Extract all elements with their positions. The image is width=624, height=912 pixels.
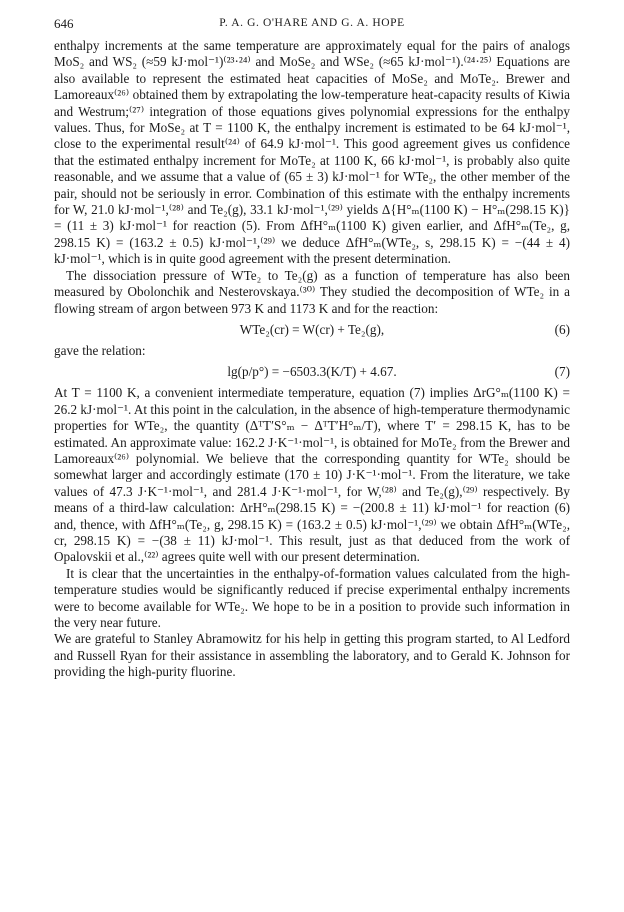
page [54, 12, 570, 681]
equation-7-number: (7) [554, 364, 570, 380]
equation-6 [54, 321, 570, 339]
article-body [54, 38, 570, 681]
equation-7 [54, 363, 570, 381]
running-title: P. A. G. O'HARE AND G. A. HOPE [219, 17, 405, 29]
equation-lead-in: gave the relation: [54, 342, 146, 358]
acknowledgements: We are grateful to Stanley Abramowitz for his help in getting this program started, to Al Ledford and Russell Ryan for their assistance in assembling the laboratory, and to Gerald K. Johnson for providing the high-purity fluorine. [54, 631, 570, 680]
page-header [54, 12, 570, 34]
paragraph-dissociation-pressure: The dissociation pressure of WTe₂ to Te₂(g) as a function of temperature has also been measured by Obolonchik and Nesterovskaya.⁽³⁰⁾ They studied the decomposition of WTe₂ in a flowing stream of argon between 973 K and 1173 K and for the reaction: [54, 267, 570, 316]
paragraph-third-law: At T = 1100 K, a convenient intermediate temperature, equation (7) implies ΔrG°ₘ(1100 K) = 26.2 kJ·mol⁻¹. At this point in the calculation, in the absence of high-temperature thermodynamic properties for WTe₂, the quantity (ΔᵀT′S°ₘ − ΔᵀT′H°ₘ/T), where T′ = 298.15 K, has to be estimated. An approximate value: 162.2 J·K⁻¹·mol⁻¹, is obtained for MoTe₂ from the Brewer and Lamoreaux⁽²⁶⁾ polynomial. We believe that the corresponding quantity for WTe₂ should be somewhat larger and accordingly estimate (170 ± 10) J·K⁻¹·mol⁻¹. From the literature, we take values of 47.3 J·K⁻¹·mol⁻¹, and 281.4 J·K⁻¹·mol⁻¹, for W,⁽²⁸⁾ and Te₂(g),⁽²⁹⁾ respectively. By means of a third-law calculation: ΔrH°ₘ(298.15 K) = −(200.8 ± 11) kJ·mol⁻¹ for reaction (6) and, thence, with ΔfH°ₘ(Te₂, g, 298.15 K) = (163.2 ± 0.5) kJ·mol⁻¹,⁽²⁹⁾ we obtain ΔfH°ₘ(WTe₂, cr, 298.15 K) = −(38 ± 11) kJ·mol⁻¹. This result, just as that deduced from the work of Opalovskii et al.,⁽²²⁾ agrees quite well with our present determination. [54, 385, 570, 565]
paragraph-uncertainties: It is clear that the uncertainties in the enthalpy-of-formation values calculated from the high-temperature studies would be significantly reduced if precise experimental enthalpy increments were to become available for WTe₂. We hope to be in a position to provide such information in the very near future. [54, 565, 570, 630]
equation-7-expression: lg(p/p°) = −6503.3(K/T) + 4.67. [227, 364, 397, 380]
equation-6-expression: WTe₂(cr) = W(cr) + Te₂(g), [239, 321, 385, 337]
page-number: 646 [54, 16, 74, 31]
equation-6-number: (6) [554, 321, 570, 337]
paragraph-enthalpy-increments: enthalpy increments at the same temperature are approximately equal for the pairs of analogs MoS₂ and WS₂ (≈59 kJ·mol⁻¹)⁽²³·²⁴⁾ and MoSe₂ and WSe₂ (≈65 kJ·mol⁻¹).⁽²⁴·²⁵⁾ Equations are also available to represent the estimated heat capacities of MoSe₂ and MoTe₂. Brewer and Lamoreaux⁽²⁶⁾ obtained them by extrapolating the low-temperature heat-capacity results of Kiwia and Westrum;⁽²⁷⁾ integration of those equations gives polynomial expressions for the enthalpy values. Thus, for MoSe₂ at T = 1100 K, the enthalpy increment is estimated to be 64 kJ·mol⁻¹, close to the experimental result⁽²⁴⁾ of 64.9 kJ·mol⁻¹. This good agreement gives us confidence that the estimated enthalpy increment for MoTe₂ at 1100 K, 66 kJ·mol⁻¹, is probably also quite reasonable, and we assume that a value of (65 ± 3) kJ·mol⁻¹ for WTe₂, the other member of the pair, should not be seriously in error. Combination of this estimate with the enthalpy increments for W, 21.0 kJ·mol⁻¹,⁽²⁸⁾ and Te₂(g), 33.1 kJ·mol⁻¹,⁽²⁹⁾ yields Δ{H°ₘ(1100 K) − H°ₘ(298.15 K)} = (11 ± 3) kJ·mol⁻¹ for reaction (5). From ΔfH°ₘ(1100 K) given earlier, and ΔfH°ₘ(Te₂, g, 298.15 K) = (163.2 ± 0.5) kJ·mol⁻¹,⁽²⁹⁾ we deduce ΔfH°ₘ(WTe₂, s, 298.15 K) = −(44 ± 4) kJ·mol⁻¹, which is in quite good agreement with the present determination. [54, 38, 570, 267]
